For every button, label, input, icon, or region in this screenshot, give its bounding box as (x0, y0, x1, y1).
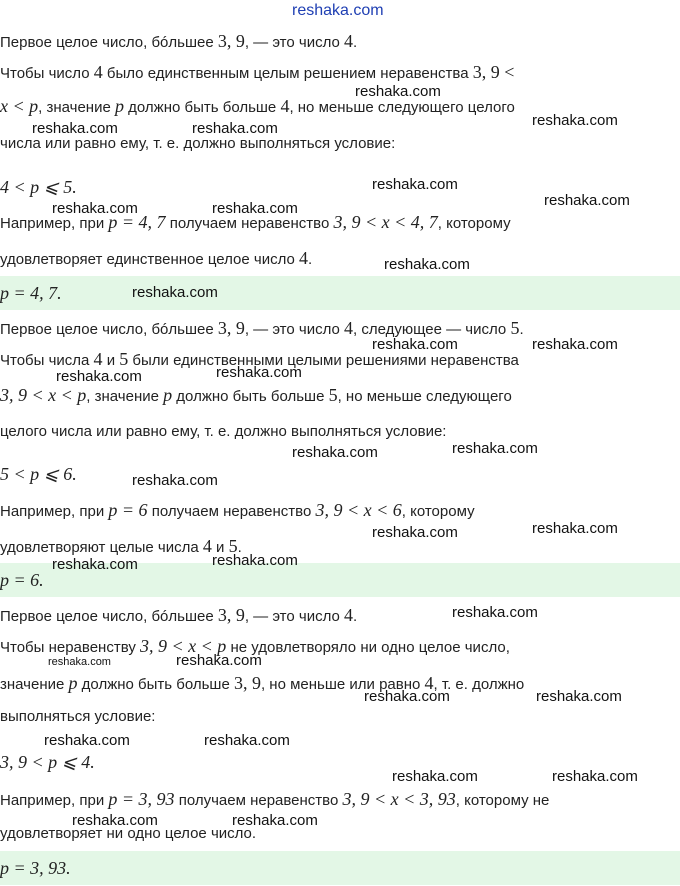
s2-text: получаем неравенство (147, 503, 316, 520)
watermark: reshaka.com (44, 732, 130, 749)
s3-line1 (0, 605, 357, 627)
s2-math: 5 (228, 536, 238, 556)
watermark: reshaka.com (452, 440, 538, 457)
s2-text: Первое целое число, бóльшее (0, 321, 218, 338)
s2-answer: p = 6. (0, 570, 44, 590)
s2-math: 5 (119, 349, 129, 369)
s3-text: , — это число (244, 608, 345, 625)
watermark: reshaka.com (355, 83, 441, 100)
watermark: reshaka.com (532, 520, 618, 537)
s3-text: . (353, 608, 358, 625)
s1-math: 3, 9 < (472, 62, 515, 82)
s2-text: . (237, 539, 242, 556)
s1-text: Первое целое число, бóльшее (0, 34, 218, 51)
watermark: reshaka.com (176, 652, 262, 669)
s3-math: 3, 9 (217, 605, 245, 625)
s2-line3 (0, 385, 512, 407)
s3-text: Например, при (0, 792, 109, 809)
watermark: reshaka.com (52, 200, 138, 217)
s3-math: 4 (344, 605, 354, 625)
s3-text: получаем неравенство (174, 792, 343, 809)
s3-math: 4 (424, 673, 434, 693)
s2-text: Например, при (0, 503, 109, 520)
s3-line4: выполняться условие: (0, 708, 156, 725)
s2-text: , значение (86, 388, 164, 405)
s3-math: 3, 9 (233, 673, 261, 693)
s1-answer-box (0, 276, 680, 310)
s3-math: p = 3, 93 (108, 789, 175, 809)
s1-math: 4 (344, 31, 354, 51)
s1-math: 3, 9 < x < 4, 7 (333, 212, 438, 232)
s3-text: должно быть больше (77, 676, 234, 693)
s3-text: , которому не (455, 792, 550, 809)
s3-text: , т. е. должно (433, 676, 525, 693)
watermark: reshaka.com (452, 604, 538, 621)
s1-condition: 4 < p ⩽ 5. (0, 177, 77, 197)
watermark: reshaka.com (532, 112, 618, 129)
s2-text: должно быть больше (172, 388, 329, 405)
s3-text: Чтобы неравенству (0, 639, 140, 656)
watermark: reshaka.com (204, 732, 290, 749)
s1-answer: p = 4, 7. (0, 283, 62, 303)
s2-math: 5 (510, 318, 520, 338)
s3-math: p (68, 673, 78, 693)
s2-line4: целого числа или равно ему, т. е. должно выполняться условие: (0, 423, 447, 440)
s1-text: . (353, 34, 358, 51)
watermark: reshaka.com (72, 812, 158, 829)
s1-math: p (114, 96, 124, 116)
watermark: reshaka.com (292, 444, 378, 461)
s1-text: должно быть больше (123, 99, 281, 116)
watermark: reshaka.com (52, 556, 138, 573)
s2-text: , следующее — число (353, 321, 511, 338)
s2-text: и (211, 539, 229, 556)
s2-text: , которому (401, 503, 475, 520)
s1-text: , — это число (244, 34, 345, 51)
s2-line6 (0, 500, 475, 522)
watermark: reshaka.com (132, 472, 218, 489)
s1-math: 4 (280, 96, 290, 116)
s1-text: получаем неравенство (165, 215, 334, 232)
s1-math: p = 4, 7 (108, 212, 166, 232)
s2-text: , — это число (244, 321, 345, 338)
s2-text: , но меньше следующего (337, 388, 512, 405)
s3-math: 3, 9 < x < 3, 93 (342, 789, 456, 809)
s2-math: 4 (93, 349, 103, 369)
s1-math: 4 (299, 248, 309, 268)
watermark: reshaka.com (212, 200, 298, 217)
s3-text: не удовлетворяло ни одно целое число, (226, 639, 510, 656)
s1-math: x < p (0, 96, 39, 116)
watermark: reshaka.com (192, 120, 278, 137)
s3-answer: p = 3, 93. (0, 858, 71, 878)
s1-line4: числа или равно ему, т. е. должно выполняться условие: (0, 135, 396, 152)
s2-text: удовлетворяют целые числа (0, 539, 203, 556)
s1-text: . (308, 251, 313, 268)
watermark: reshaka.com (544, 192, 630, 209)
s3-answer-box (0, 851, 680, 885)
watermark: reshaka.com (532, 336, 618, 353)
watermark: reshaka.com (552, 768, 638, 785)
s2-math: 3, 9 < x < p (0, 385, 87, 405)
s3-condition: 3, 9 < p ⩽ 4. (0, 752, 95, 772)
s3-line6 (0, 789, 549, 811)
s2-line7 (0, 536, 242, 558)
watermark: reshaka.com (392, 768, 478, 785)
watermark: reshaka.com (536, 688, 622, 705)
watermark: reshaka.com (384, 256, 470, 273)
watermark: reshaka.com (132, 284, 218, 301)
s1-text: , которому (437, 215, 511, 232)
s1-line1 (0, 31, 357, 53)
s1-line7 (0, 248, 312, 270)
s2-text: и (102, 352, 120, 369)
s3-math: 3, 9 < x < p (140, 636, 227, 656)
s3-text: Первое целое число, бóльшее (0, 608, 218, 625)
s1-text: , значение (38, 99, 115, 116)
s2-math: p (163, 385, 173, 405)
s1-text: удовлетворяет единственное целое число (0, 251, 300, 268)
watermark: reshaka.com (32, 120, 118, 137)
watermark: reshaka.com (372, 524, 458, 541)
watermark: reshaka.com (212, 552, 298, 569)
s2-math: 4 (344, 318, 354, 338)
s1-text: Например, при (0, 215, 109, 232)
s2-text: . (519, 321, 524, 338)
watermark: reshaka.com (48, 656, 111, 668)
s2-text: были единственными целыми решениями неравенства (128, 352, 519, 369)
watermark: reshaka.com (232, 812, 318, 829)
s1-math: 4 (93, 62, 103, 82)
s3-text: , но меньше или равно (260, 676, 425, 693)
s1-text: Чтобы число (0, 65, 94, 82)
s1-math: 3, 9 (217, 31, 245, 51)
watermark: reshaka.com (364, 688, 450, 705)
s2-math: p = 6 (108, 500, 148, 520)
s2-math: 3, 9 < x < 6 (315, 500, 402, 520)
watermark: reshaka.com (56, 368, 142, 385)
s2-condition: 5 < p ⩽ 6. (0, 464, 77, 484)
s2-math: 3, 9 (217, 318, 245, 338)
s2-math: 5 (328, 385, 338, 405)
watermark: reshaka.com (372, 336, 458, 353)
s3-line7: удовлетворяет ни одно целое число. (0, 825, 257, 842)
site-link[interactable]: reshaka.com (292, 2, 384, 19)
watermark: reshaka.com (372, 176, 458, 193)
s1-text: , но меньше следующего целого (289, 99, 515, 116)
s1-line2 (0, 62, 514, 84)
s1-text: было единственным целым решением неравенства (102, 65, 473, 82)
watermark: reshaka.com (216, 364, 302, 381)
s2-text: Чтобы числа (0, 352, 94, 369)
s3-text: значение (0, 676, 69, 693)
s2-math: 4 (202, 536, 212, 556)
